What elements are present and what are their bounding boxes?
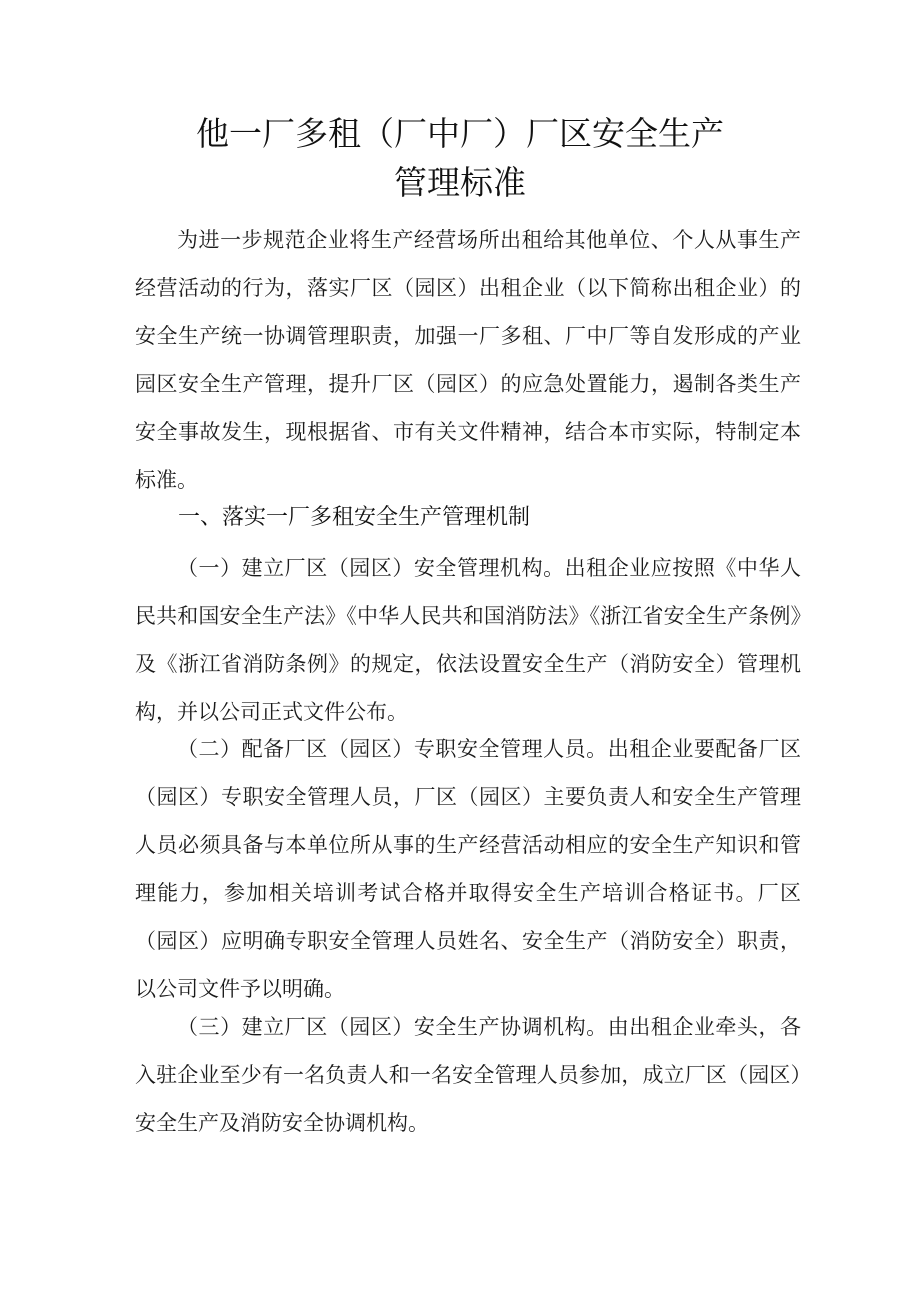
- document-title-line-2: 管理标准: [394, 163, 526, 202]
- document-title-line-1: 他一厂多租（厂中厂）厂区安全生产: [196, 114, 724, 153]
- paragraph-item-2: （二）配备厂区（园区）专职安全管理人员。出租企业要配备厂区（园区）专职安全管理人员，厂区（园区）主要负责人和安全生产管理人员必须具备与本单位所从事的生产经营活动相应的安全生产知识和管理能力，参加相关培训考试合格并取得安全生产培训合格证书。厂区（园区）应明确专职安全管理人员姓名、安全生产（消防安全）职责，以公司文件予以明确。: [135, 737, 801, 1001]
- section-1-heading: 一、落实一厂多租安全生产管理机制: [178, 505, 531, 530]
- paragraph-item-1: （一）建立厂区（园区）安全管理机构。出租企业应按照《中华人民共和国安全生产法》《中华人民共和国消防法》《浙江省安全生产条例》及《浙江省消防条例》的规定，依法设置安全生产（消防安全）管理机构，并以公司正式文件公布。: [135, 556, 801, 724]
- intro-paragraph: 为进一步规范企业将生产经营场所出租给其他单位、个人从事生产经营活动的行为，落实厂区（园区）出租企业（以下简称出租企业）的安全生产统一协调管理职责，加强一厂多租、厂中厂等自发形成的产业园区安全生产管理，提升厂区（园区）的应急处置能力，遏制各类生产安全事故发生，现根据省、市有关文件精神，结合本市实际，特制定本标准。: [135, 228, 801, 492]
- paragraph-item-3: （三）建立厂区（园区）安全生产协调机构。由出租企业牵头，各入驻企业至少有一名负责人和一名安全管理人员参加，成立厂区（园区）安全生产及消防安全协调机构。: [135, 1015, 801, 1135]
